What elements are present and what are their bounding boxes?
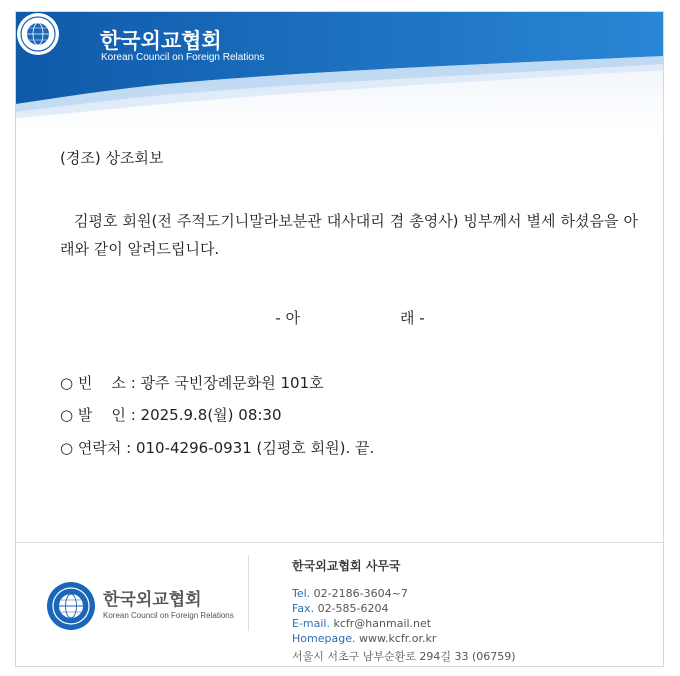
header-banner xyxy=(16,12,663,132)
footer-divider xyxy=(248,555,249,631)
separator xyxy=(60,307,640,328)
email-label: E-mail. xyxy=(292,617,330,630)
letter-reference: (경조) 상조회보 xyxy=(60,149,164,167)
globe-emblem-icon xyxy=(46,581,96,631)
info-value: 010-4296-0931 (김평호 회원). 끝. xyxy=(135,439,375,457)
tel-value: 02-2186-3604~7 xyxy=(313,587,408,600)
separator-right: 래 - xyxy=(400,309,425,327)
info-row-funeral-hall: ○ 빈 소 : 광주 국빈장례문화원 101호 xyxy=(60,374,324,392)
separator-left: - 아 xyxy=(275,309,300,327)
homepage-label: Homepage. xyxy=(292,632,356,645)
letter-body: 김평호 회원(전 주적도기니말라보분관 대사대리 겸 총영사) 빙부께서 별세 하셨음을 아래와 같이 알려드립니다. xyxy=(60,212,638,258)
tel-line xyxy=(292,587,408,600)
bullet-icon: ○ xyxy=(60,439,74,457)
tel-label: Tel. xyxy=(292,587,311,600)
fax-value: 02-585-6204 xyxy=(317,602,389,615)
header-org-name-en: Korean Council on Foreign Relations xyxy=(101,52,265,63)
info-value: 광주 국빈장례문화원 101호 xyxy=(140,374,324,392)
footer-org-name-ko: 한국외교협회 xyxy=(103,590,202,610)
fax-label: Fax. xyxy=(292,602,315,615)
footer xyxy=(16,542,663,667)
info-label: 빈 소 xyxy=(77,374,126,392)
fax-line xyxy=(292,602,389,615)
office-name: 한국외교협회 사무국 xyxy=(292,559,401,573)
footer-org-name-en: Korean Council on Foreign Relations xyxy=(103,611,234,620)
bullet-icon: ○ xyxy=(60,406,74,424)
homepage-link[interactable]: www.kcfr.or.kr xyxy=(358,632,437,645)
address-line: 서울시 서초구 남부순환로 294길 33 (06759) xyxy=(292,650,516,663)
letter-frame xyxy=(15,11,664,667)
email-link[interactable]: kcfr@hanmail.net xyxy=(333,617,432,630)
info-label: 연락처 xyxy=(77,439,122,457)
info-value: 2025.9.8(월) 08:30 xyxy=(140,406,282,424)
homepage-line xyxy=(292,632,436,645)
email-line xyxy=(292,617,431,630)
bullet-icon: ○ xyxy=(60,374,74,392)
info-row-contact: ○ 연락처 : 010-4296-0931 (김평호 회원). 끝. xyxy=(60,439,375,457)
info-label: 발 인 xyxy=(77,406,126,424)
globe-emblem-icon xyxy=(16,12,60,56)
header-org-name-ko: 한국외교협회 xyxy=(100,29,222,53)
info-row-departure: ○ 발 인 : 2025.9.8(월) 08:30 xyxy=(60,406,282,424)
